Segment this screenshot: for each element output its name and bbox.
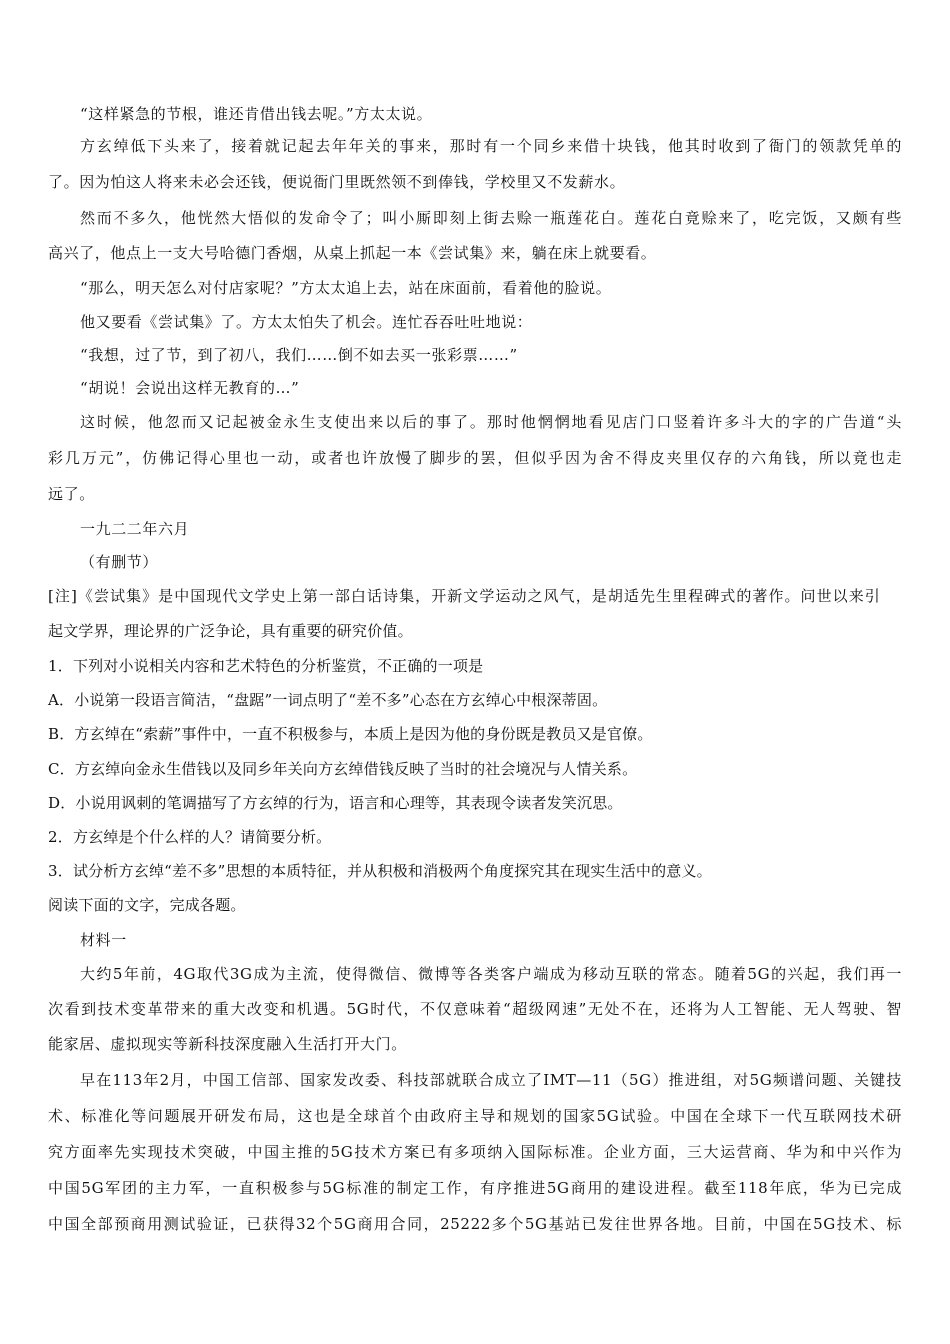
story-paragraph-line: 他又要看《尝试集》了。方太太怕失了机会。连忙吞吞吐吐地说：	[80, 313, 533, 331]
story-paragraph-line: 方玄绰低下头来了，接着就记起去年年关的事来，那时有一个同乡来借十块钱，他其时收到了衙门的领款凭单的	[80, 137, 902, 155]
material-paragraph-line: 次看到技术变革带来的重大改变和机遇。5G时代，不仅意味着“超级网速”无处不在，还将为人工智能、无人驾驶、智	[48, 1000, 902, 1018]
material-paragraph-line: 大约5年前，4G取代3G成为主流，使得微信、微博等各类客户端成为移动互联的常态。随着5G的兴起，我们再一	[80, 965, 902, 983]
question-1-option-b: B．方玄绰在“索薪”事件中，一直不积极参与，本质上是因为他的身份既是教员又是官僚。	[48, 725, 653, 743]
story-paragraph-line: “这样紧急的节根，谁还肯借出钱去呢。”方太太说。	[80, 105, 433, 123]
story-paragraph-line: 远了。	[48, 485, 95, 503]
material-paragraph-line: 能家居、虚拟现实等新科技深度融入生活打开大门。	[48, 1035, 407, 1053]
material-paragraph-line: 中国全部预商用测试验证，已获得32个5G商用合同，25222多个5G基站已发往世界各地。目前，中国在5G技术、标	[48, 1215, 902, 1233]
question-1-option-d: D．小说用讽刺的笔调描写了方玄绰的行为，语言和心理等，其表现令读者发笑沉思。	[48, 794, 623, 812]
story-paragraph-line: “那么，明天怎么对付店家呢？”方太太追上去，站在床面前，看着他的脸说。	[80, 279, 612, 297]
story-paragraph-line: 彩几万元”，仿佛记得心里也一动，或者也许放慢了脚步的罢，但似乎因为舍不得皮夹里仅存的六角钱，所以竟也走	[48, 449, 902, 467]
story-paragraph-line: 高兴了，他点上一支大号哈德门香烟，从桌上抓起一本《尝试集》来，躺在床上就要看。	[48, 244, 657, 262]
story-paragraph-line: “胡说！会说出这样无教育的…”	[80, 379, 300, 397]
footnote-line: [注]《尝试集》是中国现代文学史上第一部白话诗集，开新文学运动之风气，是胡适先生里程碑式的著作。问世以来引	[48, 587, 880, 605]
question-2: 2．方玄绰是个什么样的人？请简要分析。	[48, 828, 332, 846]
footnote-line: 起文学界，理论界的广泛争论，具有重要的研究价值。	[48, 622, 413, 640]
material-paragraph-line: 术、标准化等问题展开研发布局，这也是全球首个由政府主导和规划的国家5G试验。中国在全球下一代互联网技术研	[48, 1107, 902, 1125]
material-paragraph-line: 早在113年2月，中国工信部、国家发改委、科技部就联合成立了IMT—11（5G）推进组，对5G频谱问题、关键技	[80, 1071, 902, 1089]
material-paragraph-line: 中国5G军团的主力军，一直积极参与5G标准的制定工作，有序推进5G商用的建设进程。截至118年底，华为已完成	[48, 1179, 902, 1197]
question-3: 3．试分析方玄绰“差不多”思想的本质特征，并从积极和消极两个角度探究其在现实生活中的意义。	[48, 862, 712, 880]
question-1-option-a: A．小说第一段语言简洁，“盘踞”一词点明了“差不多”心态在方玄绰心中根深蒂固。	[48, 691, 608, 709]
story-date: 一九二二年六月	[80, 520, 190, 538]
story-abridged-note: （有删节）	[80, 553, 159, 571]
question-1-option-c: C．方玄绰向金永生借钱以及同乡年关向方玄绰借钱反映了当时的社会境况与人情关系。	[48, 760, 638, 778]
story-paragraph-line: 这时候，他忽而又记起被金永生支使出来以后的事了。那时他惘惘地看见店门口竖着许多斗大的字的广告道“头	[80, 413, 902, 431]
material-paragraph-line: 究方面率先实现技术突破，中国主推的5G技术方案已有多项纳入国际标准。企业方面，三大运营商、华为和中兴作为	[48, 1143, 902, 1161]
story-paragraph-line: 了。因为怕这人将来未必会还钱，便说衙门里既然领不到俸钱，学校里又不发薪水。	[48, 173, 626, 191]
material-title: 材料一	[80, 931, 127, 949]
story-paragraph-line: “我想，过了节，到了初八，我们……倒不如去买一张彩票……”	[80, 346, 518, 364]
question-1: 1．下列对小说相关内容和艺术特色的分析鉴赏，不正确的一项是	[48, 657, 484, 675]
reading-instruction: 阅读下面的文字，完成各题。	[48, 896, 246, 914]
story-paragraph-line: 然而不多久，他恍然大悟似的发命令了；叫小厮即刻上街去赊一瓶莲花白。莲花白竟赊来了，吃完饭，又颇有些	[80, 209, 902, 227]
